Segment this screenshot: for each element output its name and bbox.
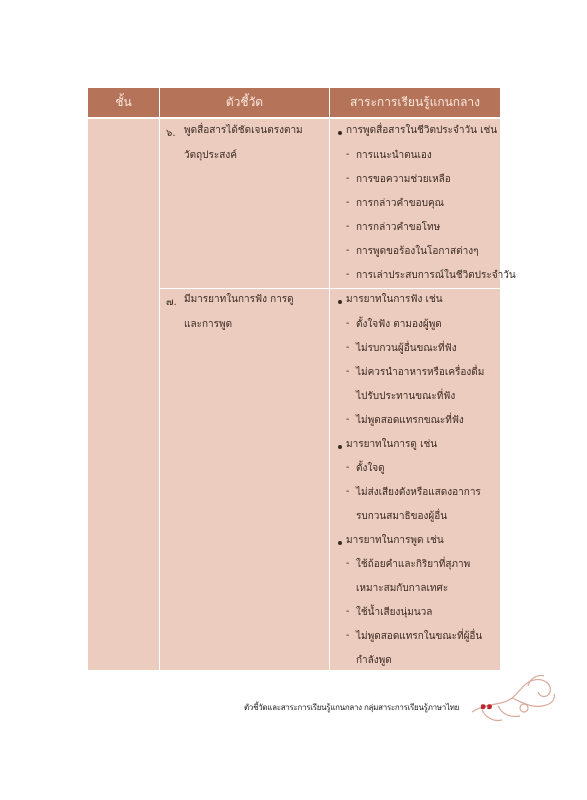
- dash-icon: -: [346, 197, 350, 208]
- content-item: ใช้ถ้อยคำและกิริยาที่สุภาพ: [356, 559, 471, 570]
- dash-icon: -: [346, 462, 350, 473]
- row-divider: [160, 288, 500, 289]
- content-item: ไม่ควรนำอาหารหรือเครื่องดื่ม: [356, 367, 485, 378]
- indicator-number: ๖.: [166, 128, 176, 139]
- dash-icon: -: [346, 414, 350, 425]
- content-item: ไปรับประทานขณะที่ฟัง: [356, 391, 456, 402]
- content-item: การเล่าประสบการณ์ในชีวิตประจำวัน: [356, 270, 516, 281]
- content-item: การกล่าวคำขอโทษ: [356, 222, 441, 233]
- content-item: ไม่พูดสอดแทรกขณะที่ฟัง: [356, 415, 464, 426]
- dash-icon: -: [346, 366, 350, 377]
- content-item: ไม่ส่งเสียงดังหรือแสดงอาการ: [356, 487, 481, 498]
- header-indicator: ตัวชี้วัด: [160, 88, 329, 117]
- bullet-icon: [338, 541, 342, 545]
- dash-icon: -: [346, 342, 350, 353]
- indicator-text: พูดสื่อสารได้ชัดเจนตรงตาม: [184, 125, 303, 136]
- content-item: ไม่รบกวนผู้อื่นขณะที่ฟัง: [356, 343, 457, 354]
- dash-icon: -: [346, 486, 350, 497]
- content-item: เหมาะสมกับกาลเทศะ: [356, 583, 449, 594]
- indicator-text: มีมารยาทในการฟัง การดู: [184, 294, 294, 305]
- content-item: ตั้งใจดู: [356, 463, 385, 474]
- dash-icon: -: [346, 318, 350, 329]
- content-item: กำลังพูด: [356, 655, 392, 666]
- header-core-content: สาระการเรียนรู้แกนกลาง: [330, 88, 500, 117]
- column-divider: [329, 119, 330, 670]
- content-item: การขอความช่วยเหลือ: [356, 174, 451, 185]
- content-item: มารยาทในการฟัง เช่น: [346, 294, 443, 305]
- content-item: การกล่าวคำขอบคุณ: [356, 198, 444, 209]
- footer-text: ตัวชี้วัดและสาระการเรียนรู้แกนกลาง กลุ่มสาระการเรียนรู้ภาษาไทย: [244, 703, 460, 712]
- content-item: ตั้งใจฟัง ตามองผู้พูด: [356, 319, 442, 330]
- dash-icon: -: [346, 149, 350, 160]
- indicator-text: และการพูด: [184, 319, 233, 330]
- page-number: ๑๑: [480, 701, 493, 712]
- content-item: รบกวนสมาธิของผู้อื่น: [356, 511, 448, 522]
- content-item: ใช้น้ำเสียงนุ่มนวล: [356, 607, 433, 618]
- content-item: การพูดสื่อสารในชีวิตประจำวัน เช่น: [346, 125, 498, 136]
- dash-icon: -: [346, 173, 350, 184]
- bullet-icon: [338, 300, 342, 304]
- dash-icon: -: [346, 221, 350, 232]
- dash-icon: -: [346, 630, 350, 641]
- bullet-icon: [338, 131, 342, 135]
- curriculum-table: [88, 88, 516, 670]
- indicator-text: วัตถุประสงค์: [184, 150, 237, 161]
- content-item: การแนะนำตนเอง: [356, 150, 432, 161]
- dash-icon: -: [346, 269, 350, 280]
- column-divider: [159, 119, 160, 670]
- content-item: ไม่พูดสอดแทรกในขณะที่ผู้อื่น: [356, 631, 483, 642]
- bullet-icon: [338, 445, 342, 449]
- content-item: มารยาทในการดู เช่น: [346, 439, 438, 450]
- header-grade: ชั้น: [88, 88, 159, 117]
- dash-icon: -: [346, 606, 350, 617]
- indicator-number: ๗.: [166, 297, 177, 308]
- dash-icon: -: [346, 558, 350, 569]
- content-item: มารยาทในการพูด เช่น: [346, 535, 444, 546]
- dash-icon: -: [346, 245, 350, 256]
- content-item: การพูดขอร้องในโอกาสต่างๆ: [356, 246, 479, 257]
